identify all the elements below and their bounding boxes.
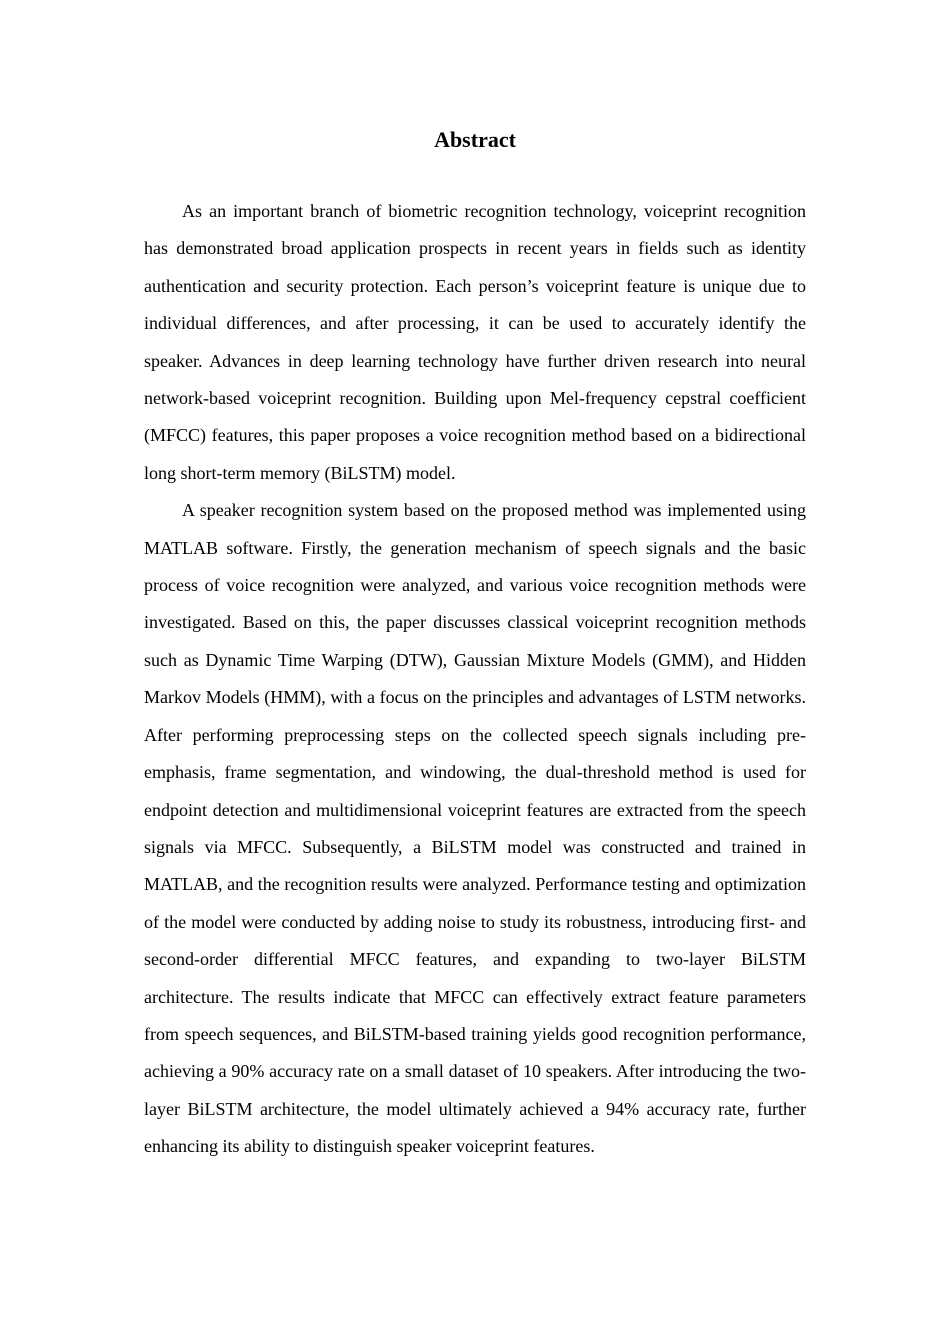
page-title: Abstract (434, 127, 516, 152)
abstract-paragraph-2: A speaker recognition system based on the proposed method was implemented using MATLAB software. Firstly, the generation mechanism of speech signals and the basic process of voice recognition were analyzed, and various voice recognition methods were investigated. Based on this, the paper discusses classical voiceprint recognition methods such as Dynamic Time Warping (DTW), Gaussian Mixture Models (GMM), and Hidden Markov Models (HMM), with a focus on the principles and advantages of LSTM networks. After performing preprocessing steps on the collected speech signals including pre-emphasis, frame segmentation, and windowing, the dual-threshold method is used for endpoint detection and multidimensional voiceprint features are extracted from the speech signals via MFCC. Subsequently, a BiLSTM model was constructed and trained in MATLAB, and the recognition results were analyzed. Performance testing and optimization of the model were conducted by adding noise to study its robustness, introducing first- and second-order differential MFCC features, and expanding to two-layer BiLSTM architecture. The results indicate that MFCC can effectively extract feature parameters from speech sequences, and BiLSTM-based training yields good recognition performance, achieving a 90% accuracy rate on a small dataset of 10 speakers. After introducing the two-layer BiLSTM architecture, the model ultimately achieved a 94% accuracy rate, further enhancing its ability to distinguish speaker voiceprint features. (144, 500, 806, 1157)
abstract-body (144, 193, 806, 1166)
abstract-paragraph-1: As an important branch of biometric recognition technology, voiceprint recognition has demonstrated broad application prospects in recent years in fields such as identity authentication and security protection. Each person’s voiceprint feature is unique due to individual differences, and after processing, it can be used to accurately identify the speaker. Advances in deep learning technology have further driven research into neural network-based voiceprint recognition. Building upon Mel-frequency cepstral coefficient (MFCC) features, this paper proposes a voice recognition method based on a bidirectional long short-term memory (BiLSTM) model. (144, 201, 806, 483)
